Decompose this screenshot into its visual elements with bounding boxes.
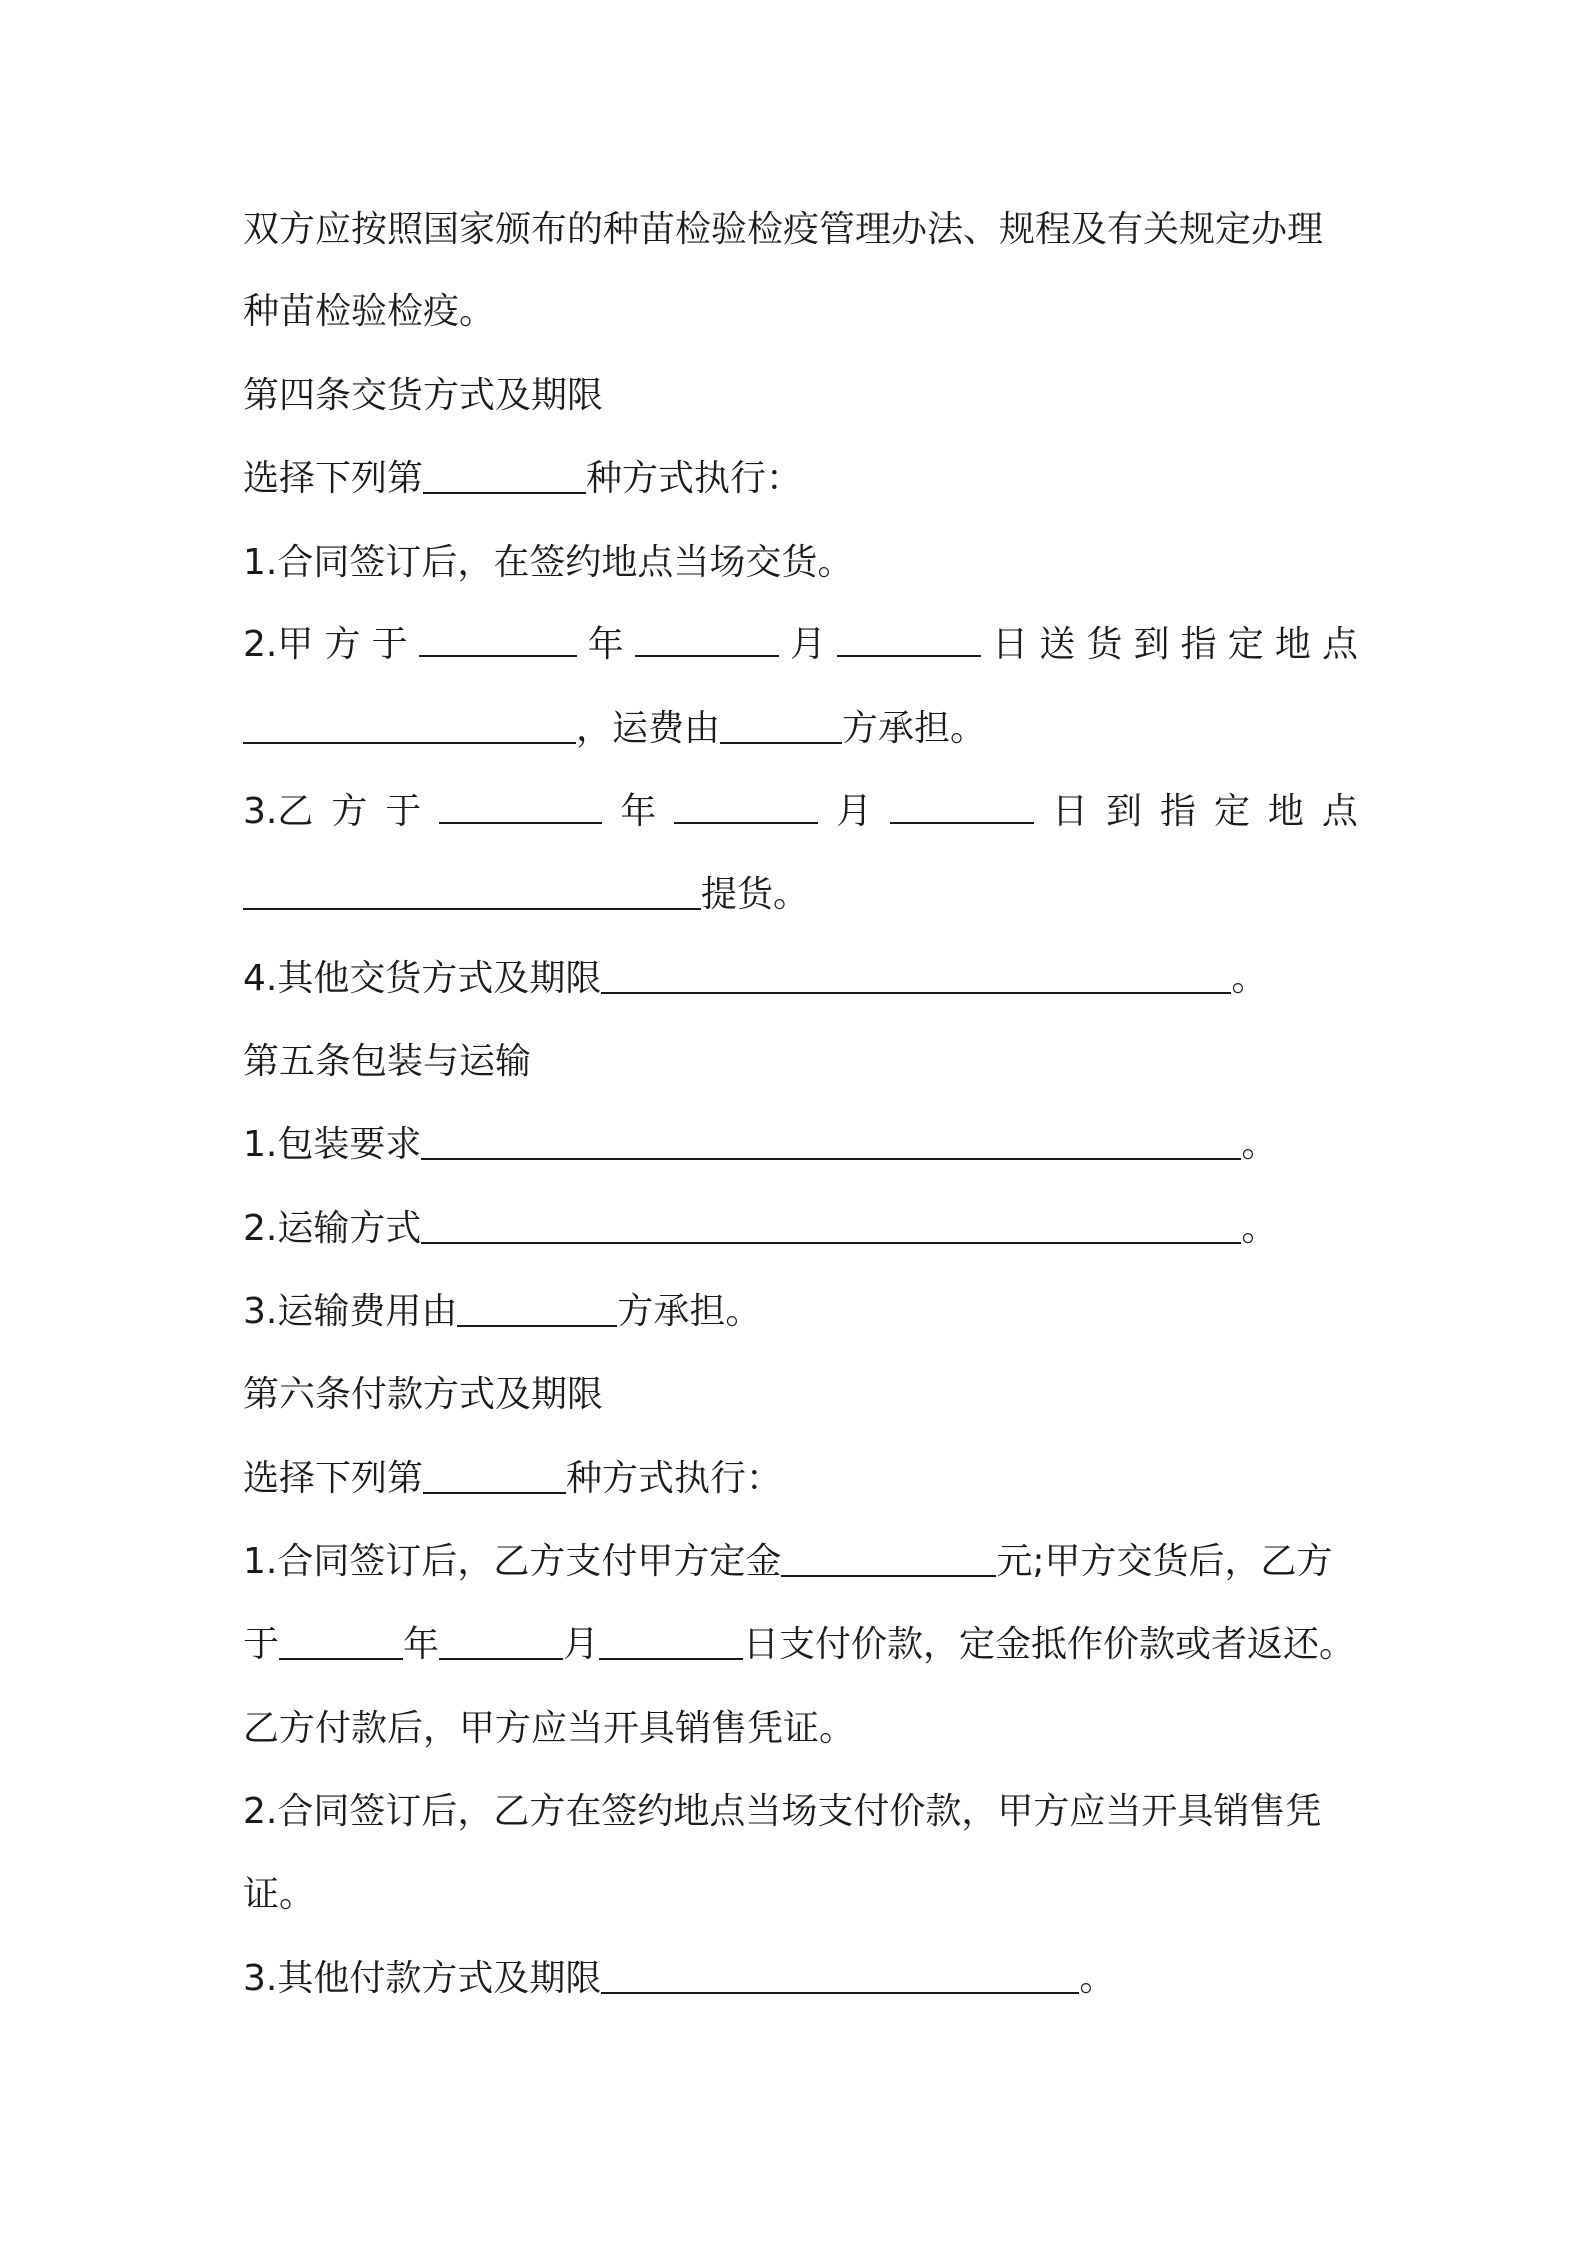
article-5-heading: 第五条包装与运输 xyxy=(243,1041,532,1082)
text-fragment: 。 xyxy=(1241,1208,1278,1249)
payment-option-select-line xyxy=(243,1457,782,1501)
month-blank[interactable] xyxy=(635,623,779,657)
delivery-method-3-line-2 xyxy=(243,873,809,917)
text-fragment: 提货。 xyxy=(701,874,810,915)
text-fragment: 1.包装要求 xyxy=(243,1124,422,1165)
text-fragment: 地 xyxy=(1267,791,1304,832)
text-fragment: 定 xyxy=(1213,791,1250,832)
text-fragment: 点 xyxy=(1321,624,1358,665)
delivery-method-3-line-1 xyxy=(243,790,1358,834)
day-blank[interactable] xyxy=(837,623,981,657)
text-fragment: 指 xyxy=(1180,624,1217,665)
text-fragment: 到 xyxy=(1133,624,1170,665)
text-fragment: 年 xyxy=(620,791,657,832)
delivery-method-2-line-1 xyxy=(243,623,1358,667)
text-fragment: 日 xyxy=(1052,791,1089,832)
text-fragment: 3.其他付款方式及期限 xyxy=(243,1958,602,1999)
delivery-location-blank[interactable] xyxy=(243,710,576,744)
deposit-blank[interactable] xyxy=(781,1543,996,1577)
delivery-option-blank[interactable] xyxy=(423,460,586,494)
month-blank[interactable] xyxy=(674,790,818,824)
delivery-method-2-line-2 xyxy=(243,707,986,751)
delivery-option-suffix: 种方式执行： xyxy=(586,458,803,499)
text-fragment: 年 xyxy=(587,624,624,665)
text-fragment: 元;甲方交货后，乙方 xyxy=(996,1541,1333,1582)
text-fragment: 点 xyxy=(1321,791,1358,832)
day-blank[interactable] xyxy=(599,1626,743,1660)
text-fragment: 选择下列第 xyxy=(243,1458,424,1499)
packaging-blank[interactable] xyxy=(421,1126,1241,1160)
text-fragment: 方承担。 xyxy=(842,708,987,749)
text-fragment: 日支付价款，定金抵作价款或者返还。 xyxy=(743,1624,1356,1665)
text-fragment: 定 xyxy=(1227,624,1264,665)
text-fragment: 方 xyxy=(324,624,361,665)
transport-cost-party-blank[interactable] xyxy=(457,1293,617,1327)
payment-method-2-line-2: 证。 xyxy=(243,1874,316,1915)
transport-blank[interactable] xyxy=(421,1210,1241,1244)
payment-method-1-line-1 xyxy=(243,1540,1333,1584)
year-blank[interactable] xyxy=(439,790,602,824)
article-6-heading: 第六条付款方式及期限 xyxy=(243,1374,604,1415)
text-fragment: 于 xyxy=(243,1624,280,1665)
day-blank[interactable] xyxy=(890,790,1034,824)
text-fragment: 日 xyxy=(992,624,1029,665)
quarantine-clause-line-2: 种苗检验检疫。 xyxy=(243,291,496,332)
delivery-option-select-line xyxy=(243,457,802,501)
other-delivery-blank[interactable] xyxy=(601,960,1231,994)
text-fragment: 1.合同签订后，乙方支付甲方定金 xyxy=(243,1541,782,1582)
text-fragment: 方承担。 xyxy=(617,1291,762,1332)
text-fragment: 货 xyxy=(1086,624,1123,665)
text-fragment: 地 xyxy=(1274,624,1311,665)
text-fragment: 方 xyxy=(331,791,368,832)
text-fragment: 2.运输方式 xyxy=(243,1208,422,1249)
text-fragment: 月 xyxy=(789,624,826,665)
payment-method-1-line-3: 乙方付款后，甲方应当开具销售凭证。 xyxy=(243,1708,856,1749)
payment-method-3 xyxy=(243,1957,1115,2001)
text-fragment: 。 xyxy=(1241,1124,1278,1165)
payment-method-2-line-1: 2.合同签订后，乙方在签约地点当场支付价款，甲方应当开具销售凭 xyxy=(243,1791,1322,1832)
payment-method-1-line-2 xyxy=(243,1623,1355,1667)
text-fragment: 送 xyxy=(1039,624,1076,665)
payment-option-blank[interactable] xyxy=(423,1460,566,1494)
text-fragment: 。 xyxy=(1079,1958,1116,1999)
text-fragment: 3.乙 xyxy=(243,791,314,832)
text-fragment: 指 xyxy=(1159,791,1196,832)
text-fragment: 3.运输费用由 xyxy=(243,1291,458,1332)
text-fragment: 月 xyxy=(563,1624,600,1665)
text-fragment: 于 xyxy=(371,624,408,665)
month-blank[interactable] xyxy=(439,1626,563,1660)
year-blank[interactable] xyxy=(279,1626,403,1660)
pickup-location-blank[interactable] xyxy=(243,876,701,910)
article-4-heading: 第四条交货方式及期限 xyxy=(243,375,604,416)
freight-party-blank[interactable] xyxy=(720,710,842,744)
text-fragment: 。 xyxy=(1231,958,1268,999)
text-fragment: 月 xyxy=(836,791,873,832)
transport-cost xyxy=(243,1290,761,1334)
text-fragment: 于 xyxy=(385,791,422,832)
quarantine-clause-line-1: 双方应按照国家颁布的种苗检验检疫管理办法、规程及有关规定办理 xyxy=(243,209,1324,250)
transport-method xyxy=(243,1207,1277,1251)
text-fragment: ，运费由 xyxy=(576,708,721,749)
delivery-option-prefix: 选择下列第 xyxy=(243,458,424,499)
delivery-method-1: 1.合同签订后，在签约地点当场交货。 xyxy=(243,542,854,583)
year-blank[interactable] xyxy=(419,623,577,657)
delivery-method-4 xyxy=(243,957,1267,1001)
text-fragment: 年 xyxy=(403,1624,440,1665)
text-fragment: 到 xyxy=(1106,791,1143,832)
other-payment-blank[interactable] xyxy=(601,1960,1079,1994)
packaging-requirement xyxy=(243,1123,1277,1167)
text-fragment: 2.甲 xyxy=(243,624,314,665)
text-fragment: 种方式执行： xyxy=(566,1458,783,1499)
text-fragment: 4.其他交货方式及期限 xyxy=(243,958,602,999)
